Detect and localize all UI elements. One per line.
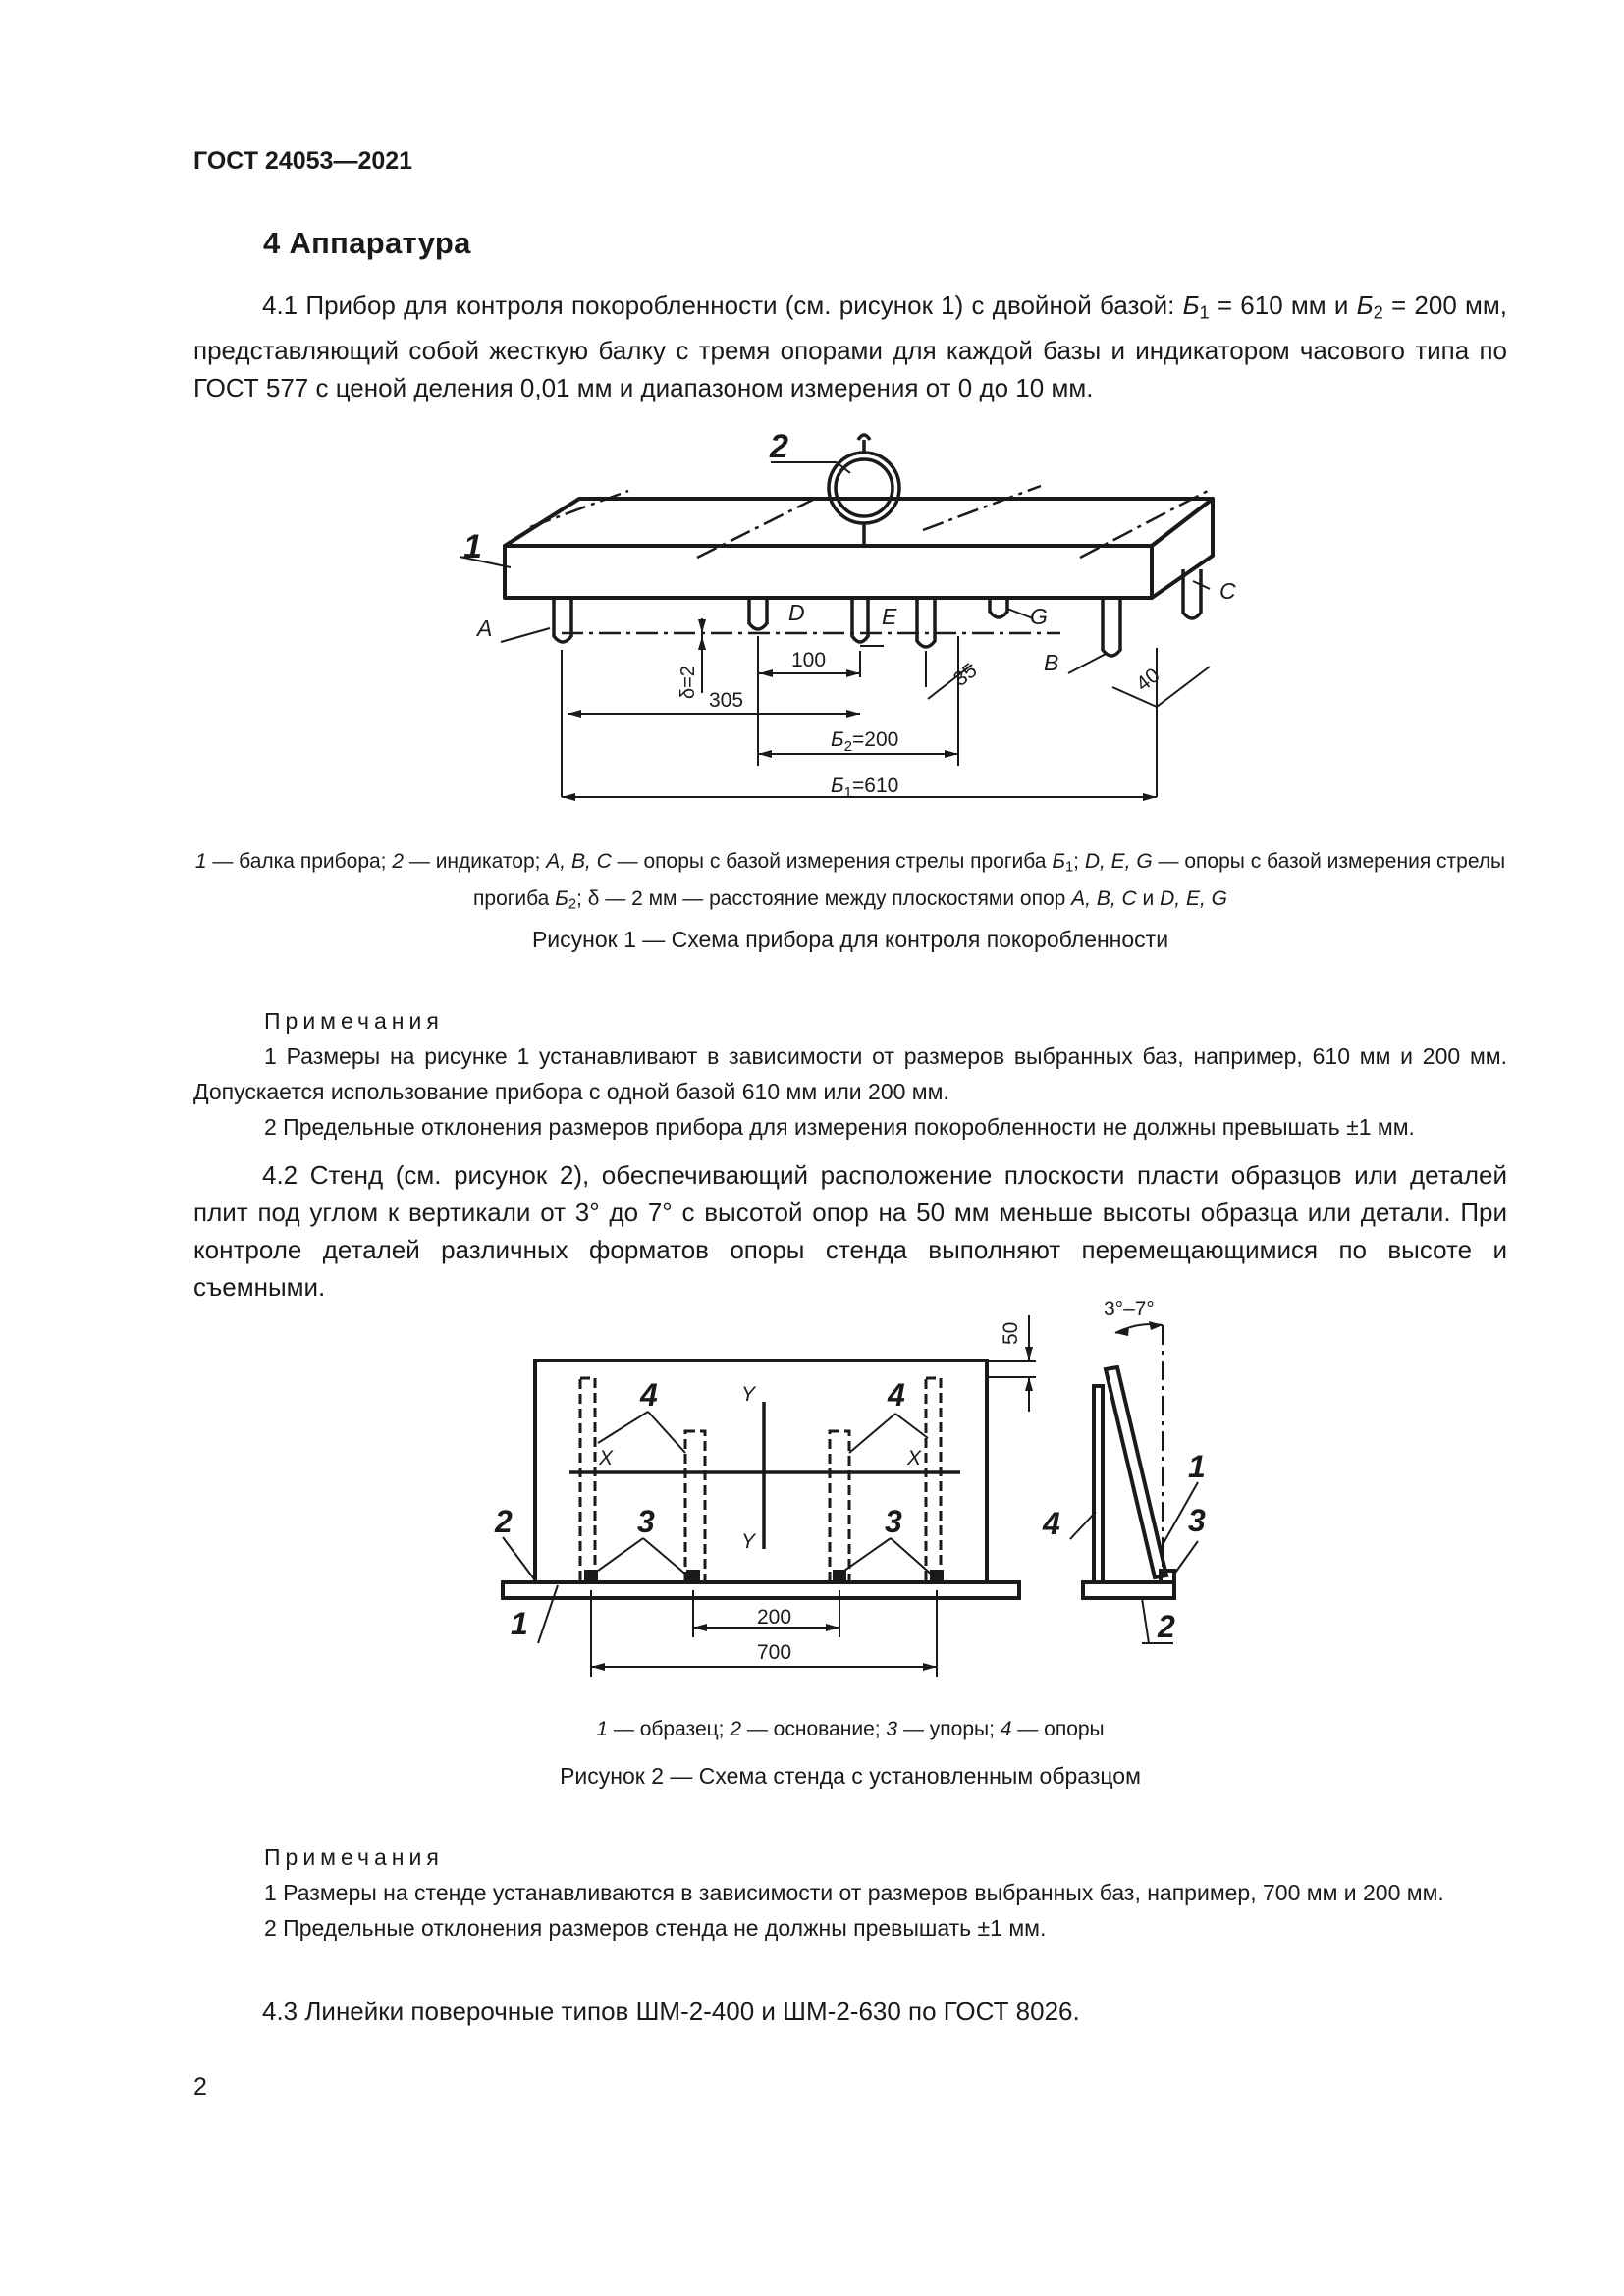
fig2-callout-3-left: 3: [637, 1504, 655, 1539]
fig1-label-b: B: [1044, 650, 1059, 675]
fig2-axis-y-top: Y: [741, 1383, 756, 1406]
document-header: ГОСТ 24053—2021: [193, 147, 413, 175]
fig2-dim-angle: 3°–7°: [1104, 1298, 1155, 1320]
support-side: [1094, 1386, 1103, 1582]
section-title: 4 Аппаратура: [263, 226, 471, 260]
fig1-callout-2: 2: [770, 428, 788, 465]
note-1-1: 1 Размеры на рисунке 1 устанавливают в зависимости от размеров выбранных баз, например, 610 мм и 200 мм. Допускается использование прибора с одной базой 610 мм или 200 мм.: [193, 1043, 1507, 1104]
fig2-axis-y-bottom: Y: [741, 1530, 756, 1553]
fig2-axis-x-right: X: [907, 1447, 922, 1469]
fig1-callout-1: 1: [463, 528, 482, 565]
paragraph-4-1: 4.1 Прибор для контроля покоробленности (см. рисунок 1) с двойной базой: $Б_1 = 610$ мм и $Б_2 = 200$ мм, представляющий собой жесткую балку с тремя опорами для каждой базы и индикатором часового типа по ГОСТ 577 с ценой деления 0,01 мм и диапазоном измерения от 0 до 10 мм.: [193, 291, 1507, 402]
support-g: [990, 598, 1007, 617]
figure-1-title: Рисунок 1 — Схема прибора для контроля покоробленности: [531, 927, 1169, 952]
supports-dashed: [580, 1378, 941, 1582]
fig1-label-d: D: [788, 600, 805, 625]
fig2-dim-700: 700: [757, 1641, 792, 1664]
figure-2-drawing: [481, 1286, 1206, 1688]
fig1-dim-40: 40: [1131, 664, 1164, 696]
figure-1-drawing: [432, 424, 1276, 817]
fig1-label-e: E: [882, 604, 897, 629]
fig2-dim-50: 50: [1000, 1321, 1022, 1345]
fig2-dim-200: 200: [757, 1606, 792, 1629]
fig2-callout-2-front: 2: [495, 1504, 513, 1539]
support-b: [1103, 598, 1120, 656]
notes-1: [193, 1003, 1507, 1145]
support-c: [1183, 569, 1201, 618]
figure-2-title: Рисунок 2 — Схема стенда с установленным образцом: [560, 1763, 1141, 1789]
fig1-dim-delta: δ=2: [677, 666, 699, 699]
figure-2-legend: 1 — образец; 2 — основание; 3 — упоры; 4 — опоры: [596, 1718, 1105, 1740]
fig2-callout-3-right: 3: [885, 1504, 902, 1539]
fig2-callout-1-side: 1: [1188, 1449, 1206, 1484]
notes-2: [193, 1840, 1507, 1946]
fig1-label-g: G: [1030, 604, 1048, 629]
note-2-1: 1 Размеры на стенде устанавливаются в зависимости от размеров выбранных баз, например, 700 мм и 200 мм.: [264, 1880, 1444, 1905]
support-e-lower: [917, 598, 935, 647]
dial-indicator: [829, 435, 899, 546]
fig2-callout-1-front: 1: [511, 1606, 528, 1641]
support-e: [852, 598, 868, 642]
figure-1-legend: 1 — балка прибора; 2 — индикатор; A, B, C — опоры с базой измерения стрелы прогиба $Б_1$; D, E, G — опоры с базой измерения стрелы прогиба $Б_2$; δ — 2 мм — расстояние между плоскостями опор A, B, C и D, E, G: [194, 850, 1506, 913]
paragraph-4-2: 4.2 Стенд (см. рисунок 2), обеспечивающий расположение плоскости пласти образцов или деталей плит под углом к вертикали от 3° до 7° с высотой опор на 50 мм меньше высоты образца или детали. При контроле деталей различных форматов опоры стенда выполняют перемещающимися по высоте и съемными.: [193, 1160, 1507, 1302]
stand-base-side: [1083, 1582, 1174, 1598]
fig1-label-a: A: [477, 615, 493, 641]
fig2-callout-4-side: 4: [1043, 1506, 1060, 1541]
support-legs: [554, 569, 1201, 656]
fig2-callout-2-side: 2: [1158, 1609, 1175, 1644]
fig2-callout-4-right: 4: [888, 1377, 905, 1413]
notes-2-heading: Примечания: [264, 1844, 444, 1870]
fig1-label-c: C: [1219, 578, 1236, 604]
fig1-dim-35: 35: [948, 659, 982, 691]
fig1-dim-b1: $Б_1=610$: [831, 774, 899, 801]
fig2-callout-3-side: 3: [1188, 1503, 1206, 1538]
fig1-dim-305: 305: [709, 689, 744, 712]
sample-side: [1106, 1367, 1166, 1577]
notes-1-heading: Примечания: [264, 1008, 444, 1034]
note-1-2: 2 Предельные отклонения размеров прибора для измерения покоробленности не должны превышать ±1 мм.: [264, 1114, 1415, 1140]
support-d: [749, 598, 767, 629]
stand-base-front: [503, 1582, 1019, 1598]
page-number: 2: [193, 2073, 207, 2101]
support-a: [554, 598, 571, 642]
fig1-dim-100: 100: [791, 649, 827, 671]
fig2-callout-4-left: 4: [640, 1377, 658, 1413]
fig1-dim-b2: $Б_2=200$: [831, 728, 899, 755]
paragraph-4-3: 4.3 Линейки поверочные типов ШМ-2-400 и ШМ-2-630 по ГОСТ 8026.: [262, 1997, 1080, 2026]
note-2-2: 2 Предельные отклонения размеров стенда не должны превышать ±1 мм.: [264, 1915, 1047, 1941]
fig2-axis-x-left: X: [599, 1447, 614, 1469]
